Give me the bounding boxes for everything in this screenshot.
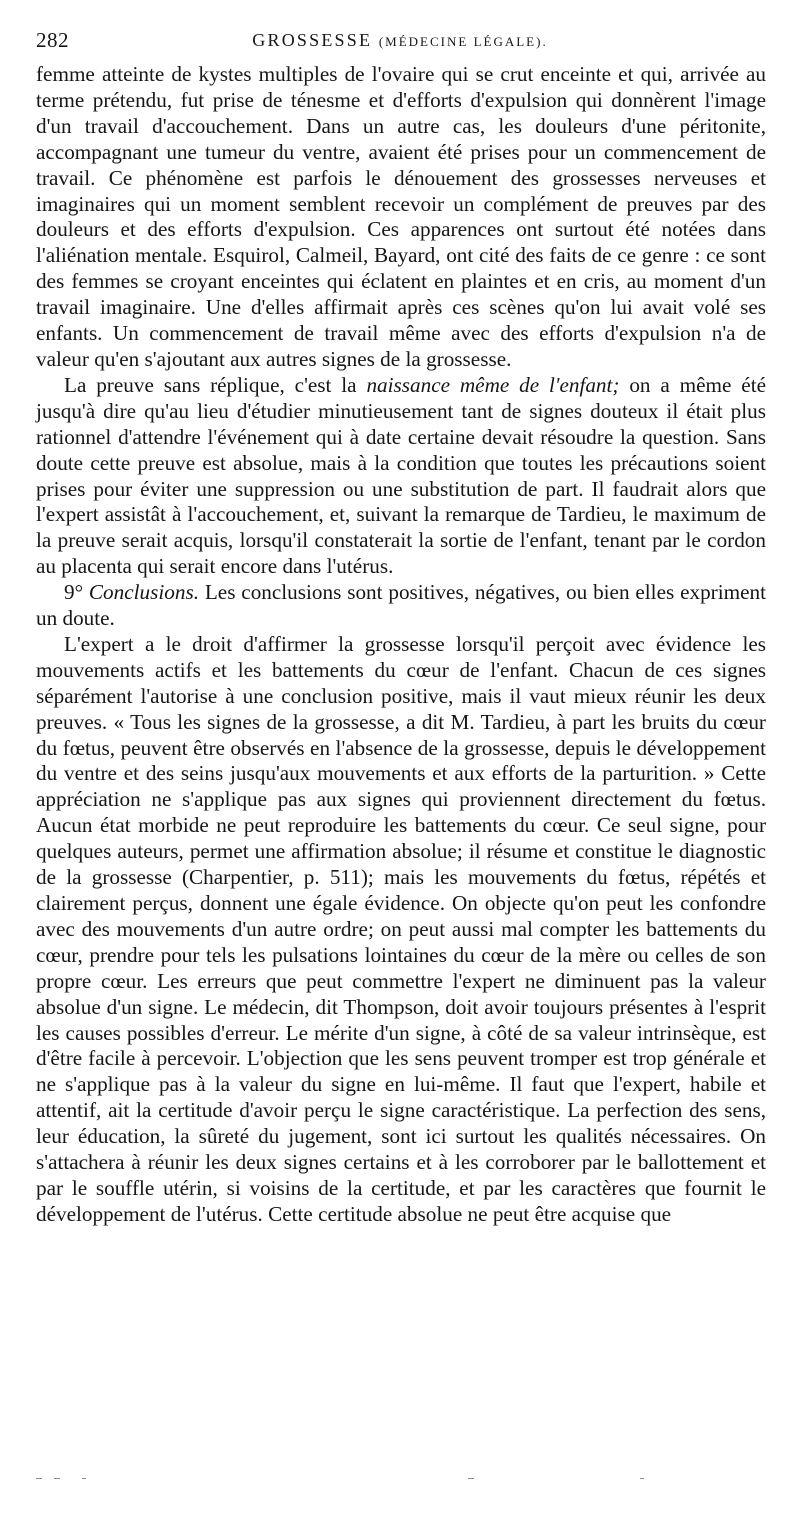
footer-mark	[36, 1478, 42, 1479]
paragraph	[36, 62, 766, 373]
paragraph-text: on a même été jusqu'à dire qu'au lieu d'étudier minutieusement tant de signes douteux il était plus rationnel d'attendre l'événement qui à date certaine devait résoudre la question. Sans doute cette preuve est absolue, mais à la condition que toutes les précautions soient prises pour éviter une suppression ou une substitution de part. Il faudrait alors que l'expert assistât à l'accouchement, et, suivant la remarque de Tardieu, le maximum de la preuve serait acquis, lorsqu'il constaterait la sortie de l'enfant, tenant par le cordon au placenta qui serait encore dans l'utérus.	[36, 372, 766, 579]
paragraph-text: Les conclusions sont positives, négatives, ou bien elles expriment un doute.	[36, 580, 766, 631]
paragraph-text: La preuve sans réplique, c'est la	[64, 372, 367, 397]
italic-text: naissance même de l'enfant;	[366, 372, 620, 397]
paragraph	[36, 373, 766, 580]
page-header	[36, 28, 764, 62]
body-text	[36, 62, 766, 1228]
paragraph	[36, 580, 766, 632]
page-number: 282	[36, 28, 69, 52]
footer-mark	[82, 1478, 86, 1479]
running-head	[36, 30, 764, 51]
paragraph-text: 9°	[64, 580, 89, 605]
footer-mark	[640, 1478, 644, 1479]
running-title: GROSSESSE	[252, 30, 373, 50]
running-subtitle: (MÉDECINE LÉGALE).	[378, 34, 548, 49]
paragraph-text: femme atteinte de kystes multiples de l'ovaire qui se crut enceinte et qui, arrivée au terme prétendu, fut prise de ténesme et d'efforts d'expulsion qui donnèrent l'image d'un travail d'accouchement. Dans un autre cas, les douleurs d'une péritonite, accompagnant une tumeur du ventre, avaient été prises pour un commencement de travail. Ce phénomène est parfois le dénouement des grossesses nerveuses et imaginaires qui un moment semblent recevoir un complément de preuves par des douleurs et des efforts d'expulsion. Ces apparences ont surtout été notées dans l'aliénation mentale. Esquirol, Calmeil, Bayard, ont cité des faits de ce genre : ce sont des femmes se croyant enceintes qui éclatent en plaintes et en cris, au moment d'un travail imaginaire. Une d'elles affirmait après ces scènes qu'on lui avait volé ses enfants. Un commencement de travail même avec des efforts d'expulsion n'a de valeur qu'en s'ajoutant aux autres signes de la grossesse.	[36, 62, 766, 371]
paragraph	[36, 632, 766, 1228]
footer-marks	[36, 1474, 764, 1484]
paragraph-text: L'expert a le droit d'affirmer la grossesse lorsqu'il perçoit avec évidence les mouvements actifs et les battements du cœur de l'enfant. Chacun de ces signes séparément l'autorise à une conclusion positive, mais il vaut mieux réunir les deux preuves. « Tous les signes de la grossesse, a dit M. Tardieu, à part les bruits du cœur du fœtus, peuvent être observés en l'absence de la grossesse, depuis le développement du ventre et des seins jusqu'aux mouvements et aux efforts de la parturition. » Cette appréciation ne s'applique pas aux signes qui proviennent directement du fœtus. Aucun état morbide ne peut reproduire les battements du cœur. Ce seul signe, pour quelques auteurs, permet une affirmation absolue; il résume et constitue le diagnostic de la grossesse (Charpentier, p. 511); mais les mouvements du fœtus, répétés et clairement perçus, donnent une égale évidence. On objecte qu'on peut les confondre avec des mouvements d'un autre ordre; on peut aussi mal compter les battements du cœur, prendre pour tels les pulsations lointaines du cœur de la mère ou celles de son propre cœur. Les erreurs que peut commettre l'expert ne diminuent pas la valeur absolue d'un signe. Le médecin, dit Thompson, doit avoir toujours présentes à l'esprit les causes possibles d'erreur. Le mérite d'un signe, à côté de sa valeur intrinsèque, est d'être facile à percevoir. L'objection que les sens peuvent tromper est trop générale et ne s'applique pas à la valeur du signe en lui-même. Il faut que l'expert, habile et attentif, ait la certitude d'avoir perçu le signe caractéristique. La perfection des sens, leur éducation, la sûreté du jugement, sont ici surtout les qualités nécessaires. On s'attachera à réunir les deux signes certains et à les corroborer par le ballottement et par le souffle utérin, si voisins de la certitude, et par les caractères que fournit le développement de l'utérus. Cette certitude absolue ne peut être acquise que	[36, 631, 766, 1226]
italic-text: Conclusions.	[88, 580, 199, 605]
footer-mark	[54, 1478, 60, 1479]
footer-mark	[468, 1478, 474, 1479]
